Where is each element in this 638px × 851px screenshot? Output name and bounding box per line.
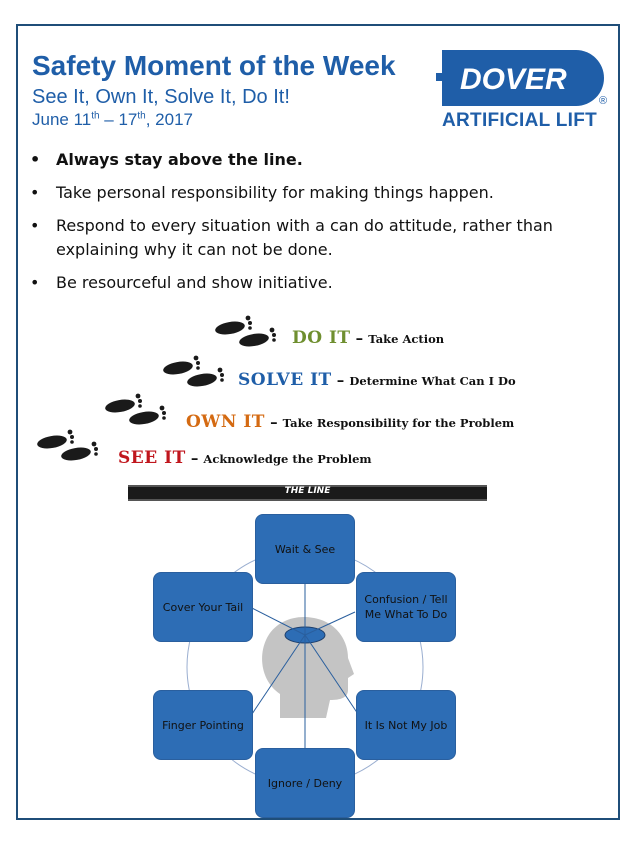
dover-logo	[436, 46, 614, 108]
step-label: SOLVE IT	[238, 370, 332, 390]
step-do-it: DO IT – Take Action	[292, 328, 445, 348]
step-description: Acknowledge the Problem	[203, 452, 372, 466]
logo-registered: ®	[599, 95, 608, 107]
page-title: Safety Moment of the Week	[32, 50, 396, 81]
footprints-icon	[32, 422, 102, 466]
cycle-diagram	[150, 512, 460, 820]
step-see-it: SEE IT – Acknowledge the Problem	[118, 448, 372, 468]
bullet-item: • Be resourceful and show initiative.	[28, 271, 608, 295]
step-label: DO IT	[292, 328, 351, 348]
step-description: Take Responsibility for the Problem	[282, 416, 515, 430]
logo-wordmark: DOVER	[460, 63, 567, 96]
step-solve-it: SOLVE IT – Determine What Can I Do	[238, 370, 516, 390]
cycle-box-not-my-job: It Is Not My Job	[356, 690, 456, 760]
step-own-it: OWN IT – Take Responsibility for the Problem	[186, 412, 515, 432]
cycle-box-ignore-deny: Ignore / Deny	[255, 748, 355, 818]
step-description: Take Action	[368, 332, 445, 346]
footprints-icon	[210, 308, 280, 352]
cycle-box-finger-pointing: Finger Pointing	[153, 690, 253, 760]
bullet-item: • Always stay above the line.	[28, 148, 608, 172]
step-description: Determine What Can I Do	[349, 374, 516, 388]
step-label: OWN IT	[186, 412, 265, 432]
step-label: SEE IT	[118, 448, 186, 468]
the-line-bar: THE LINE	[128, 485, 487, 501]
bullet-list	[28, 148, 608, 304]
bullet-item: • Respond to every situation with a can do attitude, rather than explaining why it can not be done.	[28, 214, 608, 262]
page-subtitle: See It, Own It, Solve It, Do It!	[32, 86, 290, 108]
bullet-item: • Take personal responsibility for making things happen.	[28, 181, 608, 205]
cycle-box-wait-and-see: Wait & See	[255, 514, 355, 584]
cycle-box-confusion: Confusion / Tell Me What To Do	[356, 572, 456, 642]
logo-subtitle: ARTIFICIAL LIFT	[442, 110, 598, 131]
footprints-icon	[100, 386, 170, 430]
date-range: June 11th – 17th, 2017	[32, 110, 193, 129]
cycle-box-cover-your-tail: Cover Your Tail	[153, 572, 253, 642]
